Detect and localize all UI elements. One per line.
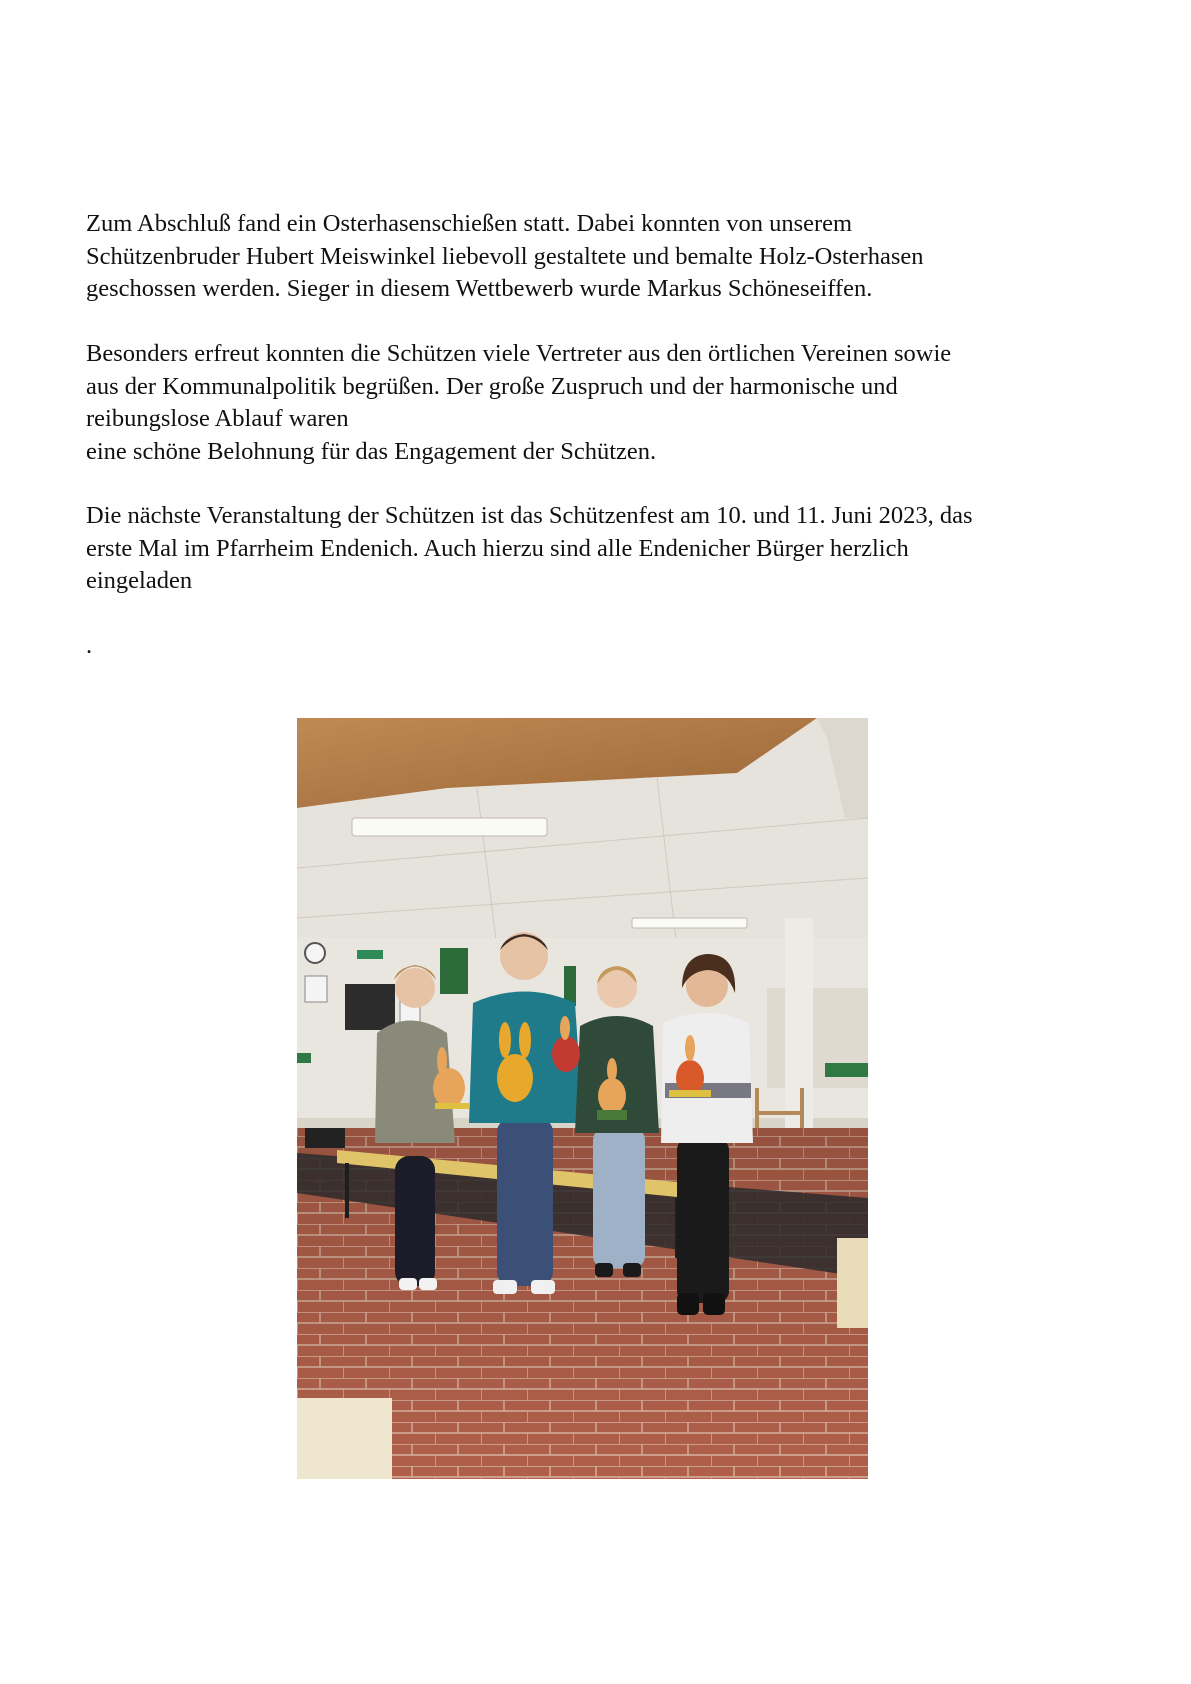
paragraph-2-line-4: eine schöne Belohnung für das Engagement der Schützen.	[86, 437, 657, 465]
trailing-period: .	[86, 632, 93, 659]
photo-illustration	[297, 718, 868, 1479]
paragraph-3-line-2: erste Mal im Pfarrheim Endenich. Auch hierzu sind alle Endenicher Bürger herzlich	[86, 534, 909, 562]
paragraph-1-line-2: Schützenbruder Hubert Meiswinkel liebevoll gestaltete und bemalte Holz-Osterhasen	[86, 242, 924, 270]
ceiling-light	[352, 818, 547, 836]
group-photo	[297, 718, 868, 1479]
paragraph-2-line-2: aus der Kommunalpolitik begrüßen. Der große Zuspruch und der harmonische und	[86, 372, 898, 400]
paragraph-2-line-1: Besonders erfreut konnten die Schützen viele Vertreter aus den örtlichen Vereinen sowie	[86, 340, 952, 367]
paragraph-3-line-1: Die nächste Veranstaltung der Schützen ist das Schützenfest am 10. und 11. Juni 2023, das	[86, 502, 973, 529]
paragraph-1-line-3: geschossen werden. Sieger in diesem Wettbewerb wurde Markus Schöneseiffen.	[86, 275, 873, 302]
paragraph-1-line-1: Zum Abschluß fand ein Osterhasenschießen statt. Dabei konnten von unserem	[86, 210, 853, 237]
paragraph-3-line-3: eingeladen	[86, 567, 193, 594]
exit-sign-icon	[357, 950, 383, 959]
paragraph-2	[86, 338, 1126, 468]
paragraph-3	[86, 500, 1126, 598]
ceiling-light	[632, 918, 747, 928]
notice-board	[345, 984, 395, 1030]
table	[297, 1398, 392, 1479]
paragraph-2-line-3: reibungslose Ablauf waren	[86, 405, 349, 432]
paragraph-1	[86, 208, 1126, 306]
clock-icon	[305, 943, 325, 963]
